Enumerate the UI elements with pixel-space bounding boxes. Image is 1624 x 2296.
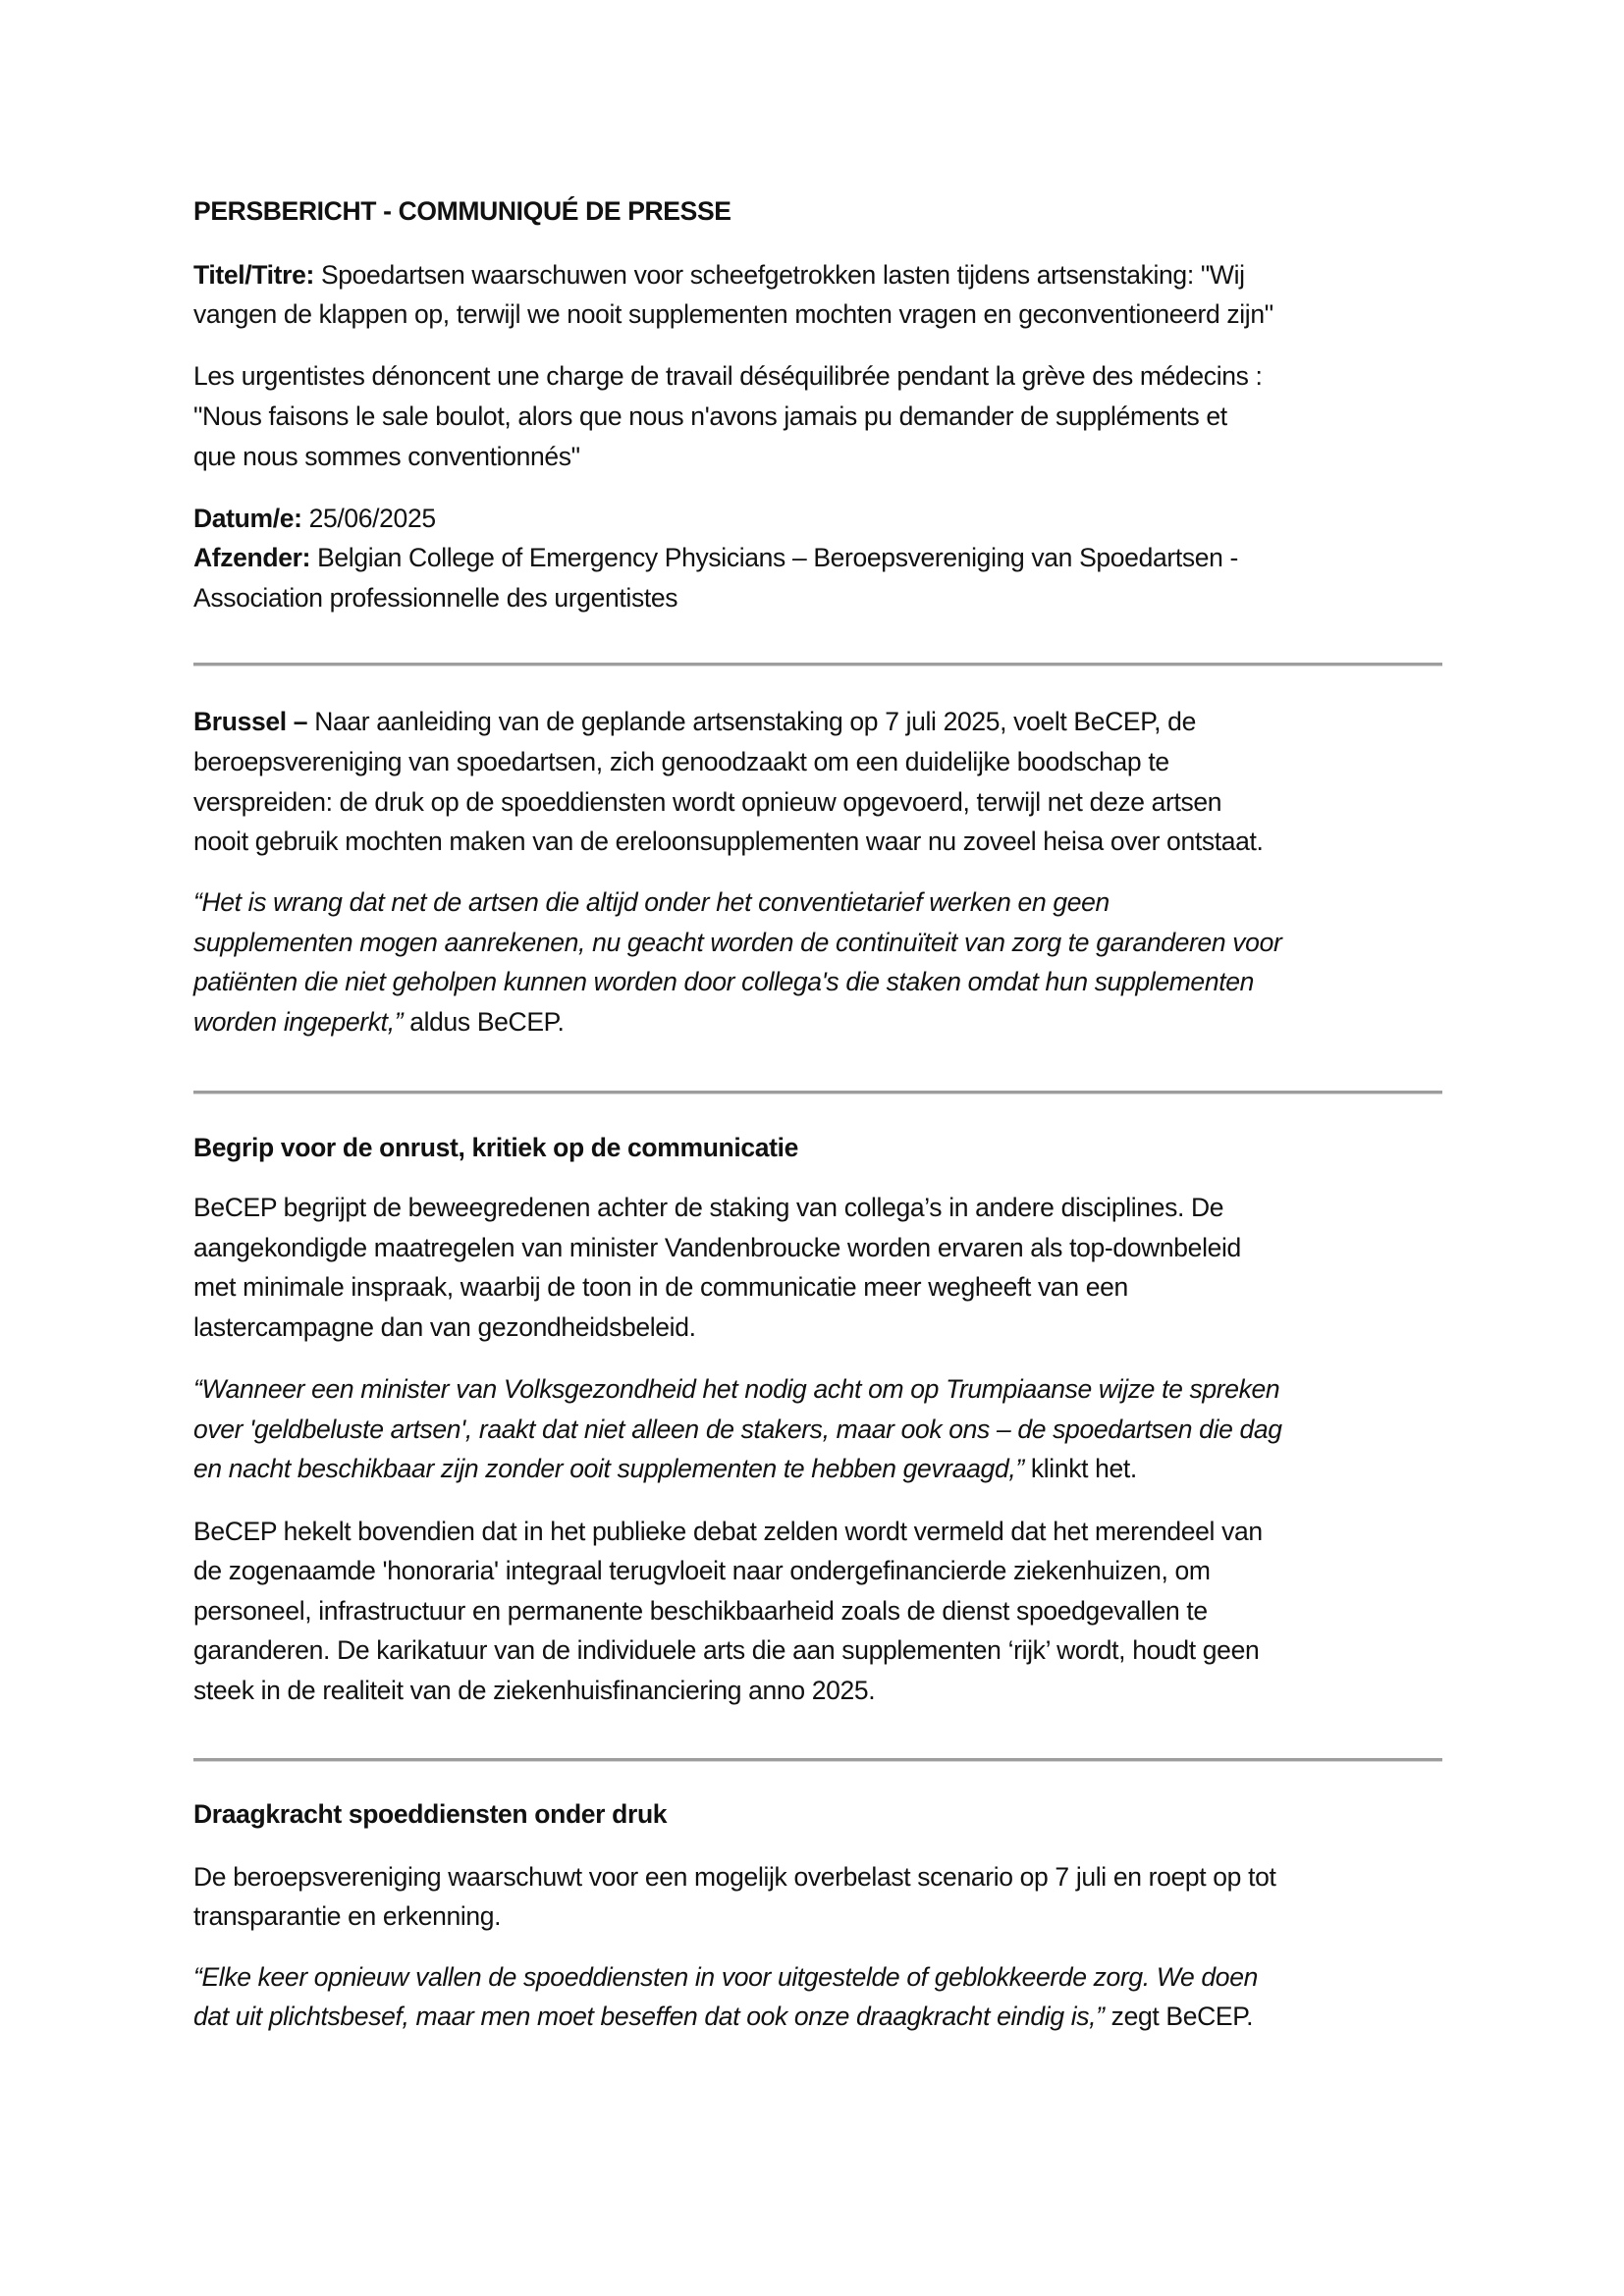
- quote-line: “Het is wrang dat net de artsen die altijd onder het conventietarief werken en geen: [193, 887, 1110, 917]
- paragraph-line: steek in de realiteit van de ziekenhuisfinanciering anno 2025.: [193, 1676, 876, 1705]
- title-nl-line: [193, 259, 1245, 291]
- document-title: PERSBERICHT - COMMUNIQUÉ DE PRESSE: [193, 196, 731, 226]
- paragraph-line: BeCEP begrijpt de beweegredenen achter de staking van collega’s in andere disciplines. De: [193, 1193, 1224, 1222]
- divider: [193, 1091, 1442, 1094]
- quote-line: “Wanneer een minister van Volksgezondheid het nodig acht om op Trumpiaanse wijze te spreken: [193, 1374, 1280, 1404]
- section-heading: Draagkracht spoeddiensten onder druk: [193, 1799, 668, 1829]
- paragraph-line: personeel, infrastructuur en permanente beschikbaarheid zoals de dienst spoedgevallen te: [193, 1596, 1208, 1626]
- title-fr-line: Les urgentistes dénoncent une charge de travail déséquilibrée pendant la grève des médecins :: [193, 361, 1263, 391]
- quote-line: [193, 1453, 1137, 1484]
- paragraph-line: met minimale inspraak, waarbij de toon in de communicatie meer wegheeft van een: [193, 1272, 1128, 1302]
- date-label: Datum/e:: [193, 504, 302, 533]
- paragraph-line: garanderen. De karikatuur van de individuele arts die aan supplementen ‘rijk’ wordt, houdt geen: [193, 1635, 1260, 1665]
- quote-attribution: zegt BeCEP.: [1104, 2002, 1254, 2031]
- paragraph-line: lastercampagne dan van gezondheidsbeleid.: [193, 1312, 696, 1342]
- paragraph-line: aangekondigde maatregelen van minister Vandenbroucke worden ervaren als top-downbeleid: [193, 1233, 1241, 1262]
- sender-label: Afzender:: [193, 543, 311, 572]
- date-line: [193, 503, 436, 534]
- dateline-place: Brussel –: [193, 707, 315, 736]
- quote-attribution: aldus BeCEP.: [403, 1007, 565, 1037]
- intro-line: [193, 706, 1196, 737]
- divider: [193, 1758, 1442, 1761]
- date-value: 25/06/2025: [301, 504, 436, 533]
- title-fr-line: que nous sommes conventionnés": [193, 442, 580, 471]
- quote-line: supplementen mogen aanrekenen, nu geacht worden de continuïteit van zorg te garanderen voor: [193, 928, 1282, 957]
- intro-text: Naar aanleiding van de geplande artsenstaking op 7 juli 2025, voelt BeCEP, de: [314, 707, 1196, 736]
- paragraph-line: de zogenaamde 'honoraria' integraal terugvloeit naar ondergefinancierde ziekenhuizen, om: [193, 1556, 1211, 1585]
- title-nl-line: vangen de klappen op, terwijl we nooit supplementen mochten vragen en geconventioneerd zijn": [193, 299, 1273, 329]
- sender-line: Association professionnelle des urgentistes: [193, 583, 678, 613]
- divider: [193, 663, 1442, 666]
- section-heading: Begrip voor de onrust, kritiek op de communicatie: [193, 1133, 799, 1162]
- sender-value: Belgian College of Emergency Physicians – Beroepsvereniging van Spoedartsen -: [310, 543, 1238, 572]
- intro-line: nooit gebruik mochten maken van de ereloonsupplementen waar nu zoveel heisa over ontstaat.: [193, 827, 1264, 856]
- intro-line: beroepsvereniging van spoedartsen, zich genoodzaakt om een duidelijke boodschap te: [193, 747, 1169, 776]
- paragraph-line: De beroepsvereniging waarschuwt voor een mogelijk overbelast scenario op 7 juli en roept op tot: [193, 1862, 1276, 1892]
- quote-text: worden ingeperkt,”: [193, 1007, 404, 1037]
- quote-line: over 'geldbeluste artsen', raakt dat niet alleen de stakers, maar ook ons – de spoedartsen die dag: [193, 1415, 1282, 1444]
- paragraph-line: transparantie en erkenning.: [193, 1901, 502, 1931]
- sender-line: [193, 542, 1238, 573]
- intro-line: verspreiden: de druk op de spoeddiensten wordt opnieuw opgevoerd, terwijl net deze artsen: [193, 787, 1222, 817]
- title-nl-text: Spoedartsen waarschuwen voor scheefgetrokken lasten tijdens artsenstaking: "Wij: [313, 260, 1245, 290]
- title-label: Titel/Titre:: [193, 260, 314, 290]
- quote-line: [193, 2001, 1253, 2032]
- quote-line: patiënten die niet geholpen kunnen worden door collega's die staken omdat hun supplementen: [193, 967, 1254, 996]
- paragraph-line: BeCEP hekelt bovendien dat in het publieke debat zelden wordt vermeld dat het merendeel van: [193, 1517, 1263, 1546]
- quote-attribution: klinkt het.: [1023, 1454, 1137, 1483]
- quote-line: “Elke keer opnieuw vallen de spoeddiensten in voor uitgestelde of geblokkeerde zorg. We doen: [193, 1962, 1258, 1992]
- quote-text: dat uit plichtsbesef, maar men moet beseffen dat ook onze draagkracht eindig is,”: [193, 2002, 1105, 2031]
- quote-text: en nacht beschikbaar zijn zonder ooit supplementen te hebben gevraagd,”: [193, 1454, 1024, 1483]
- quote-line: [193, 1006, 565, 1038]
- title-fr-line: "Nous faisons le sale boulot, alors que nous n'avons jamais pu demander de suppléments et: [193, 401, 1227, 431]
